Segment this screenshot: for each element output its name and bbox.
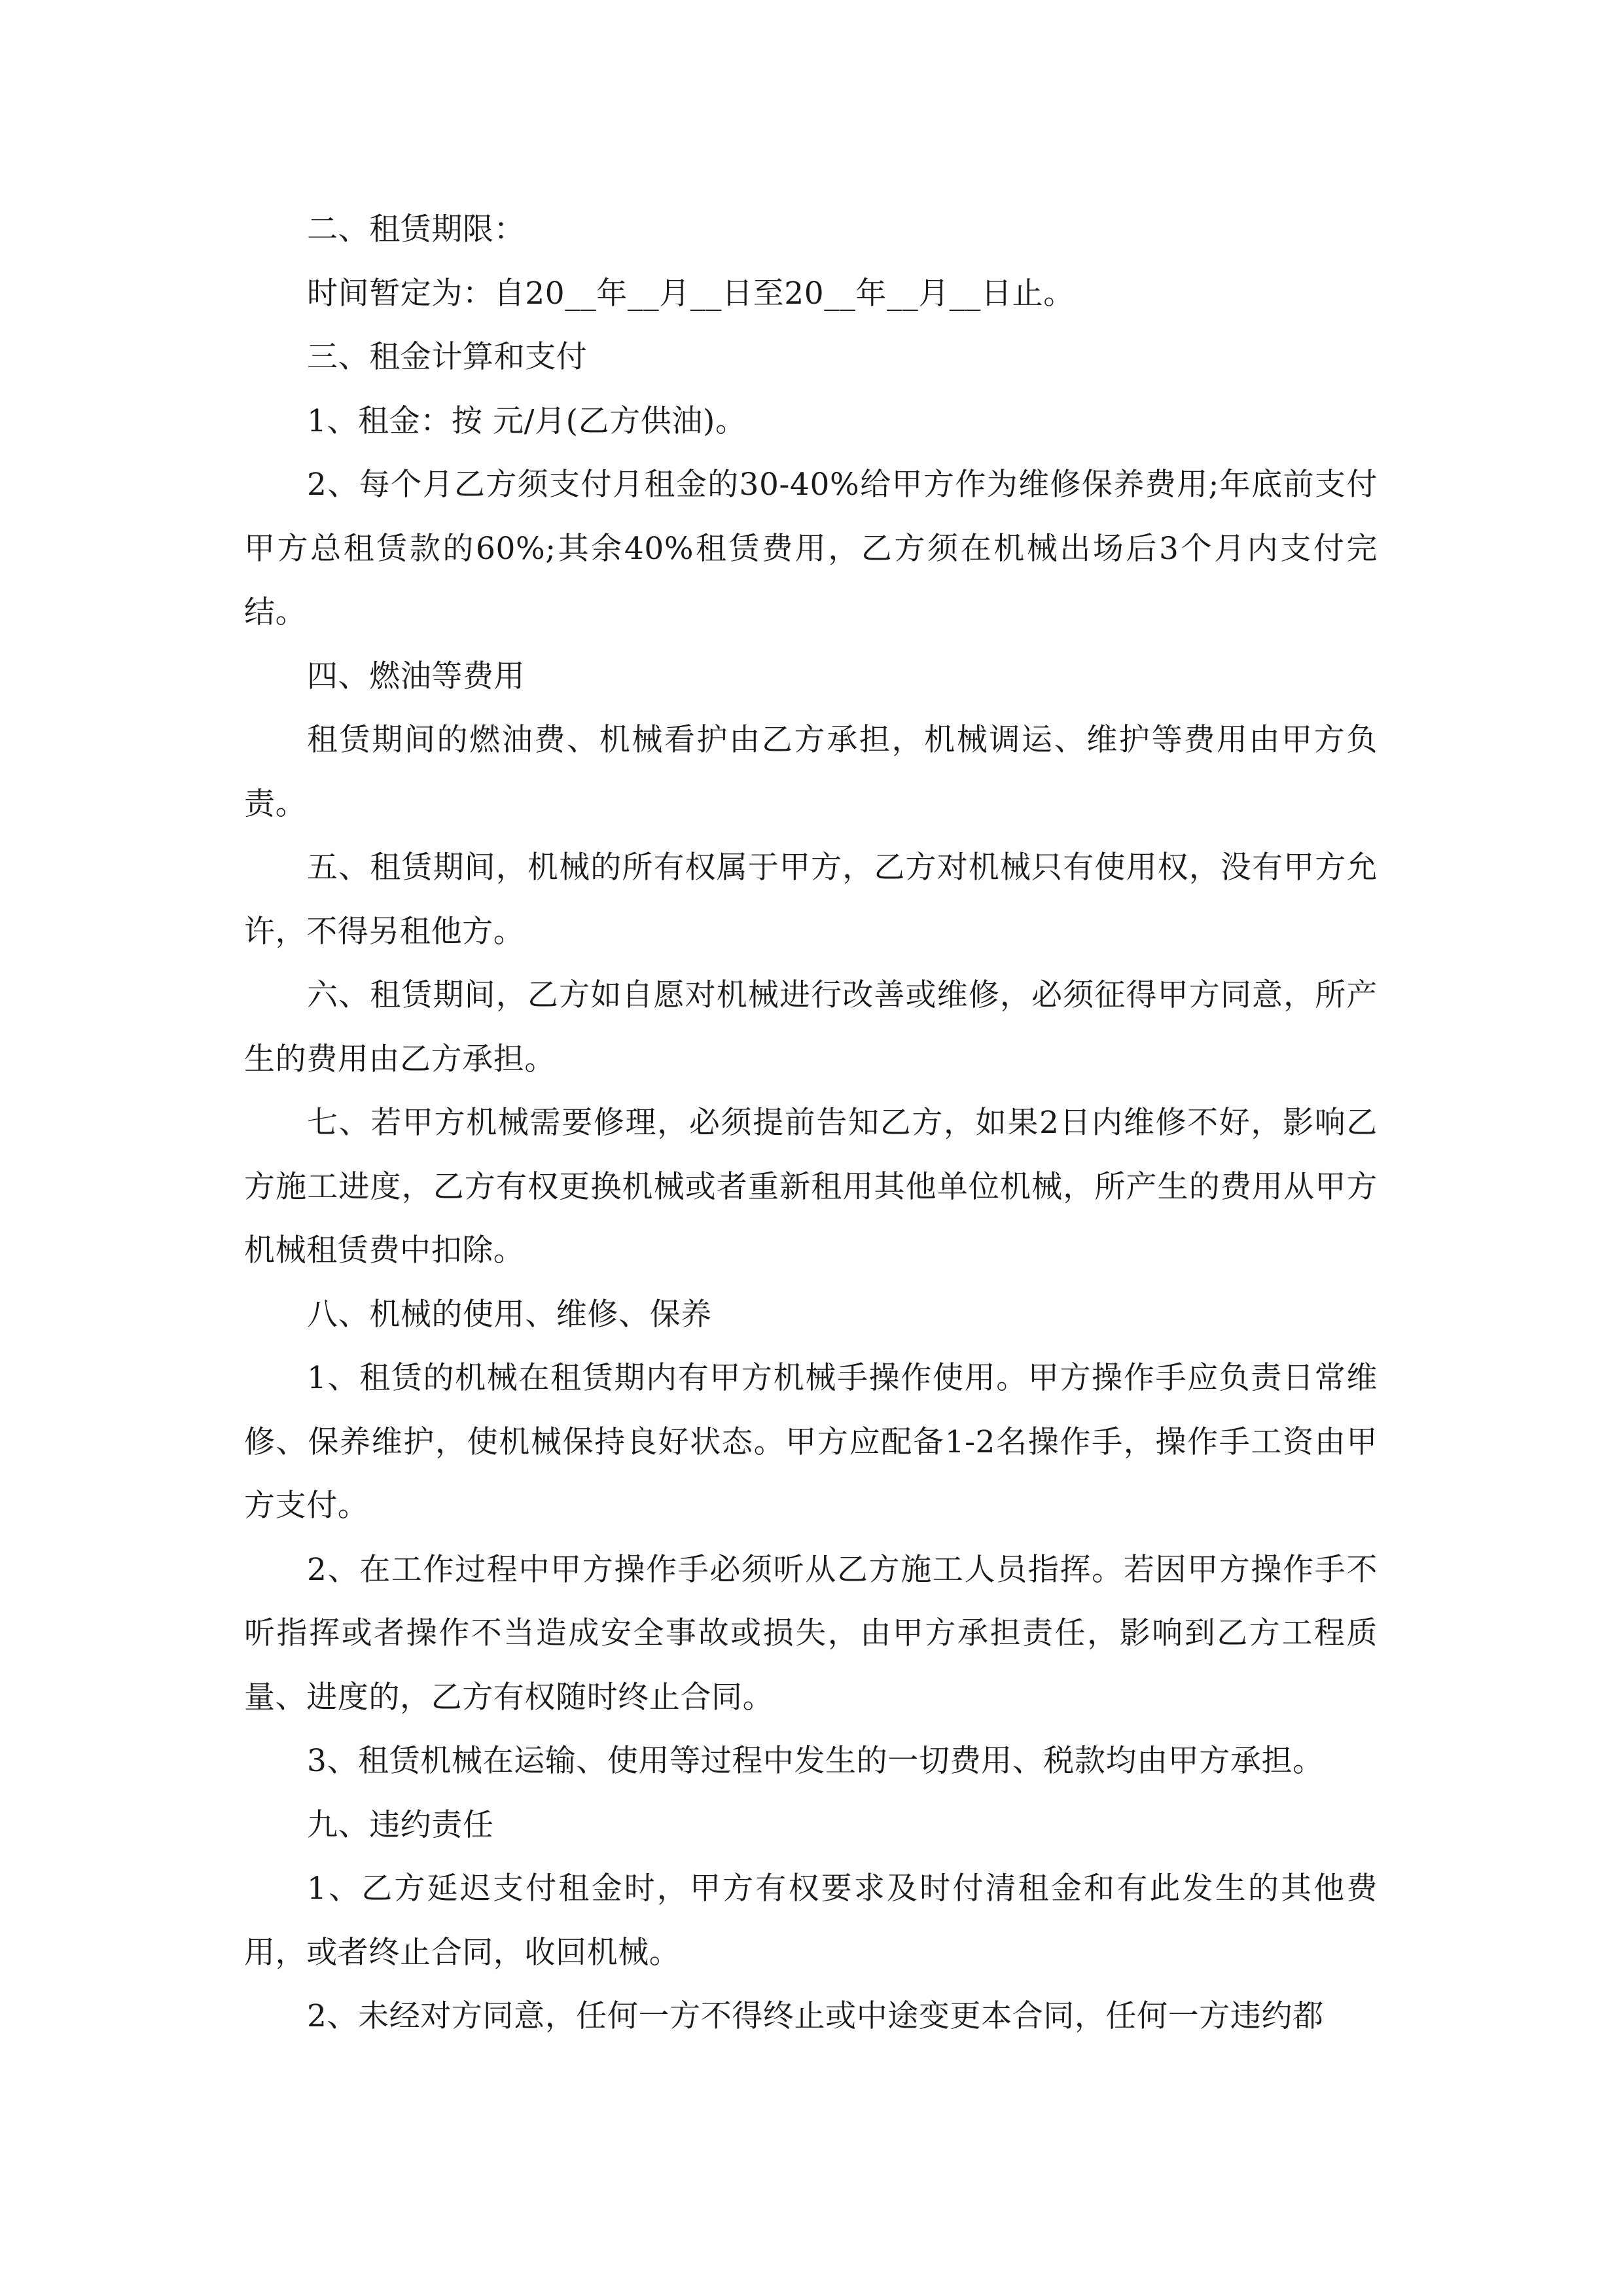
paragraph-usage-command: 2、在工作过程中甲方操作手必须听从乙方施工人员指挥。若因甲方操作手不听指挥或者操作不当造成安全事故或损失，由甲方承担责任，影响到乙方工程质量、进度的，乙方有权随时终止合同。 bbox=[244, 1551, 1378, 1715]
paragraph-usage-heading: 八、机械的使用、维修、保养 bbox=[307, 1296, 712, 1333]
paragraph-rent-rate: 1、租金：按 元/月(乙方供油)。 bbox=[307, 403, 747, 439]
paragraph-breach-late-payment: 1、乙方延迟支付租金时，甲方有权要求及时付清租金和有此发生的其他费用，或者终止合同，收回机械。 bbox=[244, 1871, 1378, 1971]
paragraph-breach-heading: 九、违约责任 bbox=[307, 1806, 494, 1843]
paragraph-repair: 七、若甲方机械需要修理，必须提前告知乙方，如果2日内维修不好，影响乙方施工进度，乙方有权更换机械或者重新租用其他单位机械，所产生的费用从甲方机械租赁费中扣除。 bbox=[244, 1105, 1378, 1268]
paragraph-usage-costs: 3、租赁机械在运输、使用等过程中发生的一切费用、税款均由甲方承担。 bbox=[307, 1743, 1324, 1779]
paragraph-rent-payment: 2、每个月乙方须支付月租金的30-40%给甲方作为维修保养费用;年底前支付甲方总租赁款的60%;其余40%租赁费用，乙方须在机械出场后3个月内支付完结。 bbox=[244, 467, 1378, 630]
paragraph-ownership: 五、租赁期间，机械的所有权属于甲方，乙方对机械只有使用权，没有甲方允许，不得另租他方。 bbox=[244, 850, 1378, 950]
paragraph-fuel-costs: 租赁期间的燃油费、机械看护由乙方承担，机械调运、维护等费用由甲方负责。 bbox=[244, 722, 1378, 822]
paragraph-breach-termination: 2、未经对方同意，任何一方不得终止或中途变更本合同，任何一方违约都 bbox=[307, 1998, 1324, 2034]
paragraph-fuel-heading: 四、燃油等费用 bbox=[307, 658, 526, 694]
paragraph-improvement: 六、租赁期间，乙方如自愿对机械进行改善或维修，必须征得甲方同意，所产生的费用由乙方承担。 bbox=[244, 977, 1378, 1077]
paragraph-usage-operators: 1、租赁的机械在租赁期内有甲方机械手操作使用。甲方操作手应负责日常维修、保养维护，使机械保持良好状态。甲方应配备1-2名操作手，操作手工资由甲方支付。 bbox=[244, 1360, 1378, 1524]
paragraph-lease-term-heading: 二、租赁期限： bbox=[307, 211, 526, 247]
document-body bbox=[244, 198, 1378, 2049]
paragraph-rent-heading: 三、租金计算和支付 bbox=[307, 339, 588, 375]
paragraph-lease-term-dates: 时间暂定为：自20__年__月__日至20__年__月__日止。 bbox=[307, 275, 1075, 312]
